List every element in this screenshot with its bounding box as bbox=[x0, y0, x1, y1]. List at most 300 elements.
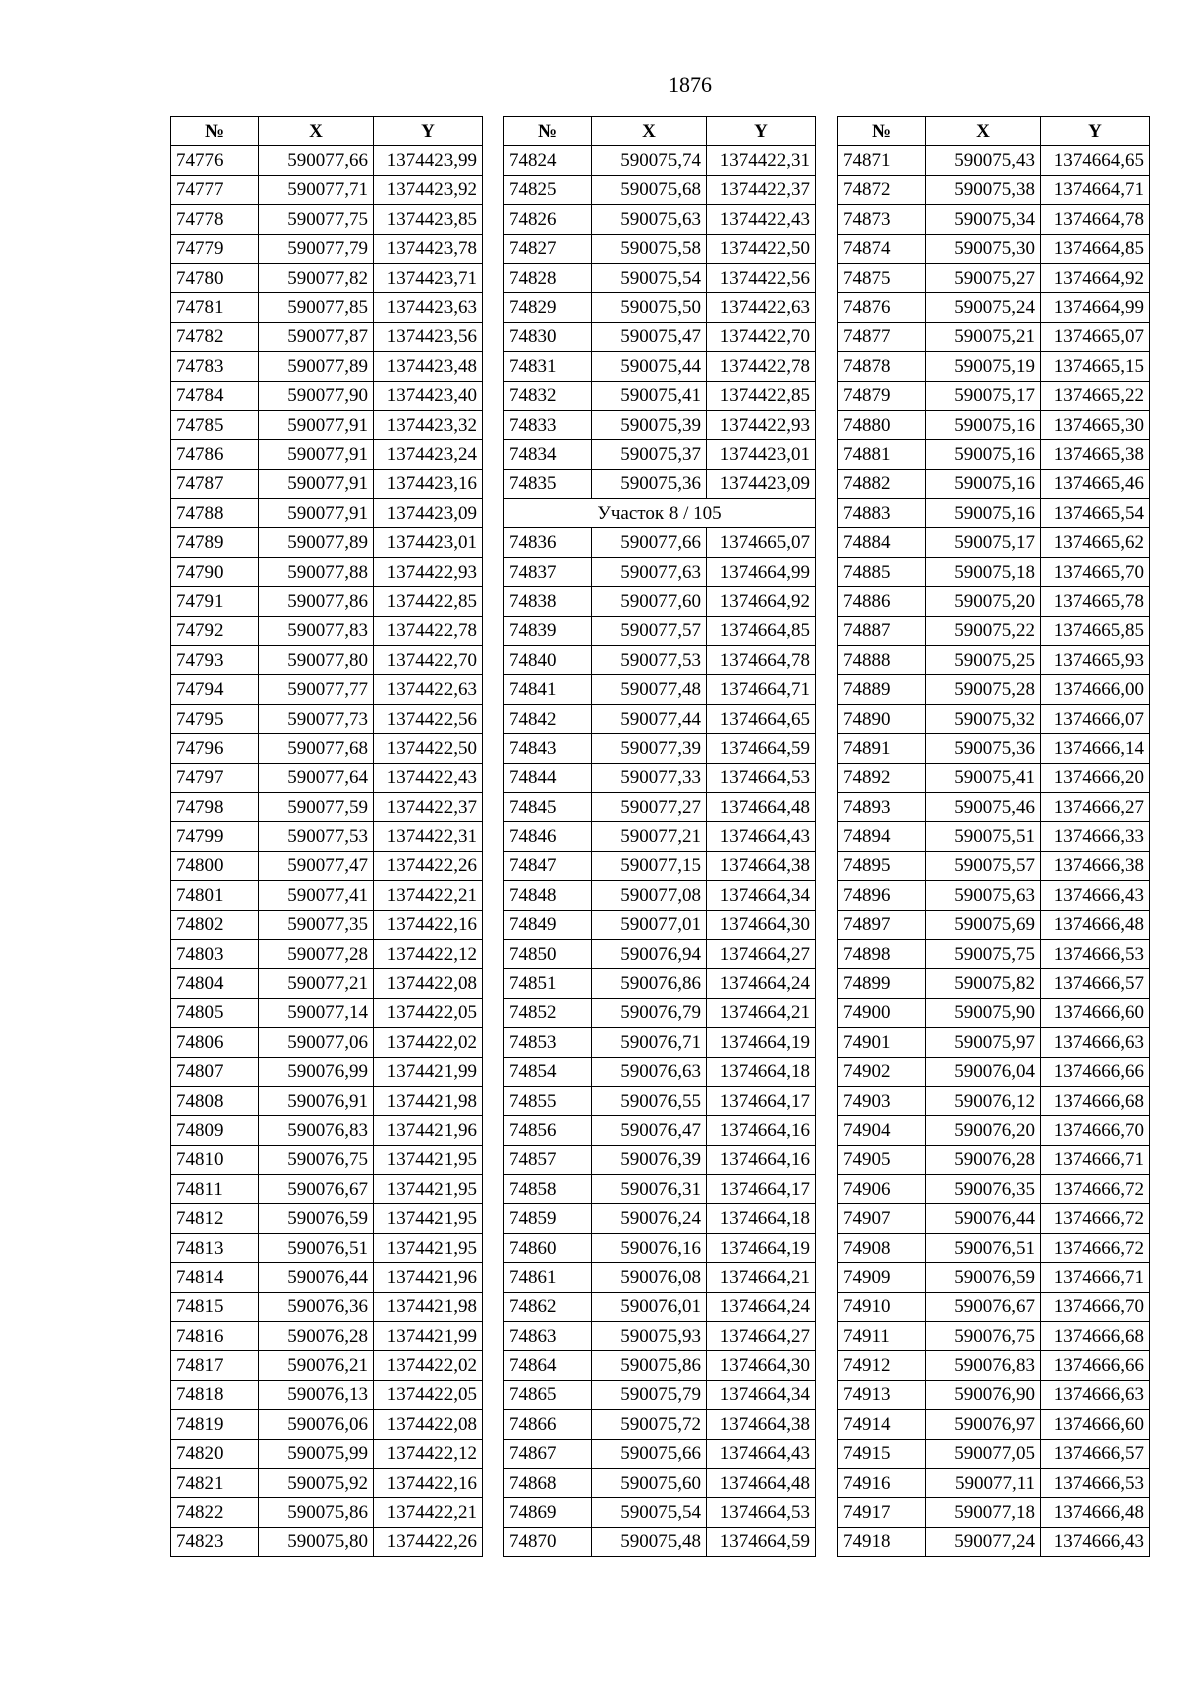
table-row bbox=[838, 1527, 1150, 1556]
x-coordinate-cell: 590075,17 bbox=[926, 528, 1041, 557]
table-row bbox=[838, 851, 1150, 880]
y-coordinate-cell: 1374422,21 bbox=[374, 1498, 483, 1527]
table-row bbox=[171, 1145, 483, 1174]
x-coordinate-cell: 590077,48 bbox=[592, 675, 707, 704]
y-coordinate-cell: 1374422,43 bbox=[374, 763, 483, 792]
y-coordinate-cell: 1374422,50 bbox=[374, 734, 483, 763]
table-row bbox=[504, 322, 816, 351]
x-coordinate-cell: 590075,54 bbox=[592, 1498, 707, 1527]
table-row bbox=[171, 381, 483, 410]
y-coordinate-cell: 1374666,63 bbox=[1041, 1380, 1150, 1409]
y-coordinate-cell: 1374423,09 bbox=[374, 499, 483, 528]
x-coordinate-cell: 590075,46 bbox=[926, 792, 1041, 821]
y-coordinate-cell: 1374665,78 bbox=[1041, 587, 1150, 616]
point-number-cell: 74813 bbox=[171, 1233, 259, 1262]
x-coordinate-cell: 590077,06 bbox=[259, 1028, 374, 1057]
table-row bbox=[504, 528, 816, 557]
y-coordinate-cell: 1374664,99 bbox=[1041, 293, 1150, 322]
point-number-cell: 74851 bbox=[504, 969, 592, 998]
table-row bbox=[838, 1351, 1150, 1380]
table-row bbox=[504, 557, 816, 586]
table-row bbox=[838, 910, 1150, 939]
table-row bbox=[504, 969, 816, 998]
x-coordinate-cell: 590076,35 bbox=[926, 1175, 1041, 1204]
y-coordinate-cell: 1374666,43 bbox=[1041, 1527, 1150, 1556]
point-number-cell: 74856 bbox=[504, 1116, 592, 1145]
y-coordinate-cell: 1374421,98 bbox=[374, 1086, 483, 1115]
x-coordinate-cell: 590075,54 bbox=[592, 263, 707, 292]
table-row bbox=[838, 939, 1150, 968]
x-coordinate-cell: 590075,36 bbox=[926, 734, 1041, 763]
coordinates-table-1 bbox=[170, 116, 483, 1557]
x-coordinate-cell: 590075,93 bbox=[592, 1322, 707, 1351]
x-coordinate-cell: 590075,18 bbox=[926, 557, 1041, 586]
table-row bbox=[171, 1322, 483, 1351]
table-row bbox=[504, 1233, 816, 1262]
coordinates-table-2 bbox=[503, 116, 816, 1557]
point-number-cell: 74830 bbox=[504, 322, 592, 351]
y-coordinate-cell: 1374423,85 bbox=[374, 205, 483, 234]
x-coordinate-cell: 590077,88 bbox=[259, 557, 374, 586]
point-number-cell: 74826 bbox=[504, 205, 592, 234]
x-coordinate-cell: 590077,60 bbox=[592, 587, 707, 616]
table-row bbox=[838, 1498, 1150, 1527]
y-coordinate-cell: 1374664,78 bbox=[1041, 205, 1150, 234]
table-row bbox=[504, 1116, 816, 1145]
point-number-cell: 74825 bbox=[504, 175, 592, 204]
x-coordinate-cell: 590075,43 bbox=[926, 146, 1041, 175]
table-row bbox=[504, 646, 816, 675]
point-number-cell: 74864 bbox=[504, 1351, 592, 1380]
table-row bbox=[838, 587, 1150, 616]
point-number-cell: 74803 bbox=[171, 939, 259, 968]
table-row bbox=[504, 734, 816, 763]
table-row bbox=[838, 557, 1150, 586]
table-row bbox=[838, 1439, 1150, 1468]
table-row bbox=[838, 440, 1150, 469]
table-row bbox=[838, 1086, 1150, 1115]
point-number-cell: 74835 bbox=[504, 469, 592, 498]
point-number-cell: 74820 bbox=[171, 1439, 259, 1468]
y-coordinate-cell: 1374664,30 bbox=[707, 1351, 816, 1380]
y-coordinate-cell: 1374665,38 bbox=[1041, 440, 1150, 469]
table-row bbox=[171, 704, 483, 733]
y-coordinate-cell: 1374664,99 bbox=[707, 557, 816, 586]
y-coordinate-cell: 1374666,20 bbox=[1041, 763, 1150, 792]
point-number-cell: 74798 bbox=[171, 792, 259, 821]
point-number-cell: 74814 bbox=[171, 1263, 259, 1292]
x-coordinate-cell: 590077,53 bbox=[259, 822, 374, 851]
x-coordinate-cell: 590077,89 bbox=[259, 528, 374, 557]
y-coordinate-cell: 1374665,07 bbox=[707, 528, 816, 557]
y-coordinate-cell: 1374422,85 bbox=[707, 381, 816, 410]
table-row bbox=[838, 410, 1150, 439]
x-coordinate-cell: 590075,90 bbox=[926, 998, 1041, 1027]
x-coordinate-cell: 590075,51 bbox=[926, 822, 1041, 851]
table-row bbox=[504, 1380, 816, 1409]
x-coordinate-cell: 590077,86 bbox=[259, 587, 374, 616]
x-coordinate-cell: 590075,48 bbox=[592, 1527, 707, 1556]
x-coordinate-cell: 590076,71 bbox=[592, 1028, 707, 1057]
point-number-cell: 74842 bbox=[504, 704, 592, 733]
x-coordinate-cell: 590077,79 bbox=[259, 234, 374, 263]
x-coordinate-cell: 590076,08 bbox=[592, 1263, 707, 1292]
column-header-number: № bbox=[838, 117, 926, 146]
table-row bbox=[838, 969, 1150, 998]
point-number-cell: 74827 bbox=[504, 234, 592, 263]
y-coordinate-cell: 1374421,95 bbox=[374, 1204, 483, 1233]
y-coordinate-cell: 1374666,27 bbox=[1041, 792, 1150, 821]
x-coordinate-cell: 590075,22 bbox=[926, 616, 1041, 645]
point-number-cell: 74862 bbox=[504, 1292, 592, 1321]
table-row bbox=[504, 910, 816, 939]
point-number-cell: 74841 bbox=[504, 675, 592, 704]
point-number-cell: 74837 bbox=[504, 557, 592, 586]
point-number-cell: 74910 bbox=[838, 1292, 926, 1321]
x-coordinate-cell: 590075,41 bbox=[592, 381, 707, 410]
table-row bbox=[504, 1351, 816, 1380]
table-row bbox=[171, 881, 483, 910]
table-row bbox=[504, 205, 816, 234]
y-coordinate-cell: 1374666,72 bbox=[1041, 1204, 1150, 1233]
point-number-cell: 74893 bbox=[838, 792, 926, 821]
y-coordinate-cell: 1374665,22 bbox=[1041, 381, 1150, 410]
x-coordinate-cell: 590077,21 bbox=[592, 822, 707, 851]
x-coordinate-cell: 590076,16 bbox=[592, 1233, 707, 1262]
point-number-cell: 74858 bbox=[504, 1175, 592, 1204]
x-coordinate-cell: 590077,24 bbox=[926, 1527, 1041, 1556]
point-number-cell: 74849 bbox=[504, 910, 592, 939]
y-coordinate-cell: 1374422,31 bbox=[707, 146, 816, 175]
y-coordinate-cell: 1374664,85 bbox=[707, 616, 816, 645]
x-coordinate-cell: 590075,30 bbox=[926, 234, 1041, 263]
table-row bbox=[171, 1498, 483, 1527]
section-row bbox=[504, 499, 816, 528]
point-number-cell: 74857 bbox=[504, 1145, 592, 1174]
y-coordinate-cell: 1374666,43 bbox=[1041, 881, 1150, 910]
y-coordinate-cell: 1374664,21 bbox=[707, 1263, 816, 1292]
y-coordinate-cell: 1374664,43 bbox=[707, 822, 816, 851]
point-number-cell: 74901 bbox=[838, 1028, 926, 1057]
point-number-cell: 74812 bbox=[171, 1204, 259, 1233]
y-coordinate-cell: 1374664,30 bbox=[707, 910, 816, 939]
x-coordinate-cell: 590076,94 bbox=[592, 939, 707, 968]
table-row bbox=[838, 146, 1150, 175]
table-row bbox=[504, 616, 816, 645]
y-coordinate-cell: 1374422,12 bbox=[374, 939, 483, 968]
table-row bbox=[171, 1263, 483, 1292]
x-coordinate-cell: 590075,99 bbox=[259, 1439, 374, 1468]
y-coordinate-cell: 1374422,78 bbox=[707, 352, 816, 381]
point-number-cell: 74844 bbox=[504, 763, 592, 792]
table-row bbox=[171, 1410, 483, 1439]
point-number-cell: 74900 bbox=[838, 998, 926, 1027]
table-row bbox=[838, 763, 1150, 792]
y-coordinate-cell: 1374665,54 bbox=[1041, 499, 1150, 528]
y-coordinate-cell: 1374422,31 bbox=[374, 822, 483, 851]
y-coordinate-cell: 1374422,50 bbox=[707, 234, 816, 263]
point-number-cell: 74834 bbox=[504, 440, 592, 469]
x-coordinate-cell: 590077,85 bbox=[259, 293, 374, 322]
x-coordinate-cell: 590076,97 bbox=[926, 1410, 1041, 1439]
point-number-cell: 74863 bbox=[504, 1322, 592, 1351]
y-coordinate-cell: 1374423,24 bbox=[374, 440, 483, 469]
table-row bbox=[838, 704, 1150, 733]
y-coordinate-cell: 1374421,95 bbox=[374, 1145, 483, 1174]
point-number-cell: 74808 bbox=[171, 1086, 259, 1115]
y-coordinate-cell: 1374423,92 bbox=[374, 175, 483, 204]
y-coordinate-cell: 1374664,27 bbox=[707, 1322, 816, 1351]
table-row bbox=[504, 1527, 816, 1556]
y-coordinate-cell: 1374664,24 bbox=[707, 969, 816, 998]
x-coordinate-cell: 590077,90 bbox=[259, 381, 374, 410]
table-row bbox=[838, 293, 1150, 322]
table-row bbox=[504, 293, 816, 322]
table-row bbox=[838, 734, 1150, 763]
point-number-cell: 74866 bbox=[504, 1410, 592, 1439]
x-coordinate-cell: 590075,75 bbox=[926, 939, 1041, 968]
y-coordinate-cell: 1374422,02 bbox=[374, 1351, 483, 1380]
y-coordinate-cell: 1374664,17 bbox=[707, 1086, 816, 1115]
y-coordinate-cell: 1374422,08 bbox=[374, 969, 483, 998]
table-row bbox=[838, 234, 1150, 263]
point-number-cell: 74802 bbox=[171, 910, 259, 939]
table-row bbox=[838, 1468, 1150, 1497]
y-coordinate-cell: 1374666,33 bbox=[1041, 822, 1150, 851]
table-row bbox=[171, 293, 483, 322]
y-coordinate-cell: 1374664,59 bbox=[707, 734, 816, 763]
point-number-cell: 74846 bbox=[504, 822, 592, 851]
x-coordinate-cell: 590075,36 bbox=[592, 469, 707, 498]
y-coordinate-cell: 1374664,34 bbox=[707, 881, 816, 910]
table-row bbox=[838, 469, 1150, 498]
point-number-cell: 74906 bbox=[838, 1175, 926, 1204]
x-coordinate-cell: 590075,63 bbox=[592, 205, 707, 234]
point-number-cell: 74828 bbox=[504, 263, 592, 292]
table-row bbox=[504, 1410, 816, 1439]
y-coordinate-cell: 1374423,09 bbox=[707, 469, 816, 498]
point-number-cell: 74895 bbox=[838, 851, 926, 880]
x-coordinate-cell: 590077,91 bbox=[259, 469, 374, 498]
point-number-cell: 74853 bbox=[504, 1028, 592, 1057]
x-coordinate-cell: 590077,87 bbox=[259, 322, 374, 351]
point-number-cell: 74890 bbox=[838, 704, 926, 733]
y-coordinate-cell: 1374423,40 bbox=[374, 381, 483, 410]
table-row bbox=[171, 205, 483, 234]
point-number-cell: 74787 bbox=[171, 469, 259, 498]
x-coordinate-cell: 590076,75 bbox=[259, 1145, 374, 1174]
x-coordinate-cell: 590075,19 bbox=[926, 352, 1041, 381]
table-row bbox=[838, 881, 1150, 910]
y-coordinate-cell: 1374664,19 bbox=[707, 1233, 816, 1262]
point-number-cell: 74790 bbox=[171, 557, 259, 586]
table-row bbox=[838, 1410, 1150, 1439]
x-coordinate-cell: 590076,12 bbox=[926, 1086, 1041, 1115]
point-number-cell: 74783 bbox=[171, 352, 259, 381]
y-coordinate-cell: 1374422,08 bbox=[374, 1410, 483, 1439]
point-number-cell: 74881 bbox=[838, 440, 926, 469]
y-coordinate-cell: 1374666,57 bbox=[1041, 1439, 1150, 1468]
table-row bbox=[171, 1057, 483, 1086]
table-row bbox=[171, 1292, 483, 1321]
point-number-cell: 74852 bbox=[504, 998, 592, 1027]
y-coordinate-cell: 1374664,16 bbox=[707, 1145, 816, 1174]
x-coordinate-cell: 590075,38 bbox=[926, 175, 1041, 204]
x-coordinate-cell: 590076,04 bbox=[926, 1057, 1041, 1086]
point-number-cell: 74807 bbox=[171, 1057, 259, 1086]
table-row bbox=[171, 1380, 483, 1409]
point-number-cell: 74799 bbox=[171, 822, 259, 851]
y-coordinate-cell: 1374423,48 bbox=[374, 352, 483, 381]
y-coordinate-cell: 1374422,63 bbox=[374, 675, 483, 704]
point-number-cell: 74868 bbox=[504, 1468, 592, 1497]
point-number-cell: 74840 bbox=[504, 646, 592, 675]
y-coordinate-cell: 1374666,60 bbox=[1041, 1410, 1150, 1439]
point-number-cell: 74870 bbox=[504, 1527, 592, 1556]
y-coordinate-cell: 1374666,71 bbox=[1041, 1145, 1150, 1174]
point-number-cell: 74874 bbox=[838, 234, 926, 263]
x-coordinate-cell: 590075,16 bbox=[926, 410, 1041, 439]
point-number-cell: 74889 bbox=[838, 675, 926, 704]
point-number-cell: 74821 bbox=[171, 1468, 259, 1497]
table-row bbox=[171, 1233, 483, 1262]
point-number-cell: 74839 bbox=[504, 616, 592, 645]
point-number-cell: 74805 bbox=[171, 998, 259, 1027]
x-coordinate-cell: 590077,83 bbox=[259, 616, 374, 645]
point-number-cell: 74815 bbox=[171, 1292, 259, 1321]
x-coordinate-cell: 590077,91 bbox=[259, 440, 374, 469]
table-row bbox=[838, 1204, 1150, 1233]
y-coordinate-cell: 1374664,85 bbox=[1041, 234, 1150, 263]
x-coordinate-cell: 590075,41 bbox=[926, 763, 1041, 792]
x-coordinate-cell: 590077,59 bbox=[259, 792, 374, 821]
y-coordinate-cell: 1374666,48 bbox=[1041, 910, 1150, 939]
y-coordinate-cell: 1374421,95 bbox=[374, 1175, 483, 1204]
x-coordinate-cell: 590076,59 bbox=[926, 1263, 1041, 1292]
x-coordinate-cell: 590076,51 bbox=[259, 1233, 374, 1262]
x-coordinate-cell: 590076,28 bbox=[259, 1322, 374, 1351]
x-coordinate-cell: 590075,47 bbox=[592, 322, 707, 351]
page-number: 1876 bbox=[668, 72, 712, 97]
y-coordinate-cell: 1374423,01 bbox=[707, 440, 816, 469]
point-number-cell: 74888 bbox=[838, 646, 926, 675]
table-row bbox=[171, 234, 483, 263]
point-number-cell: 74795 bbox=[171, 704, 259, 733]
x-coordinate-cell: 590075,86 bbox=[259, 1498, 374, 1527]
y-coordinate-cell: 1374422,37 bbox=[374, 792, 483, 821]
column-header-x: X bbox=[259, 117, 374, 146]
x-coordinate-cell: 590077,73 bbox=[259, 704, 374, 733]
point-number-cell: 74781 bbox=[171, 293, 259, 322]
table-row bbox=[171, 675, 483, 704]
table-row bbox=[171, 763, 483, 792]
table-row bbox=[838, 352, 1150, 381]
point-number-cell: 74891 bbox=[838, 734, 926, 763]
table-row bbox=[171, 1351, 483, 1380]
point-number-cell: 74836 bbox=[504, 528, 592, 557]
table-row bbox=[171, 528, 483, 557]
point-number-cell: 74854 bbox=[504, 1057, 592, 1086]
y-coordinate-cell: 1374421,96 bbox=[374, 1263, 483, 1292]
x-coordinate-cell: 590075,66 bbox=[592, 1439, 707, 1468]
table-row bbox=[838, 792, 1150, 821]
x-coordinate-cell: 590077,91 bbox=[259, 499, 374, 528]
table-row bbox=[504, 263, 816, 292]
y-coordinate-cell: 1374665,30 bbox=[1041, 410, 1150, 439]
y-coordinate-cell: 1374422,56 bbox=[707, 263, 816, 292]
y-coordinate-cell: 1374664,48 bbox=[707, 1468, 816, 1497]
y-coordinate-cell: 1374422,56 bbox=[374, 704, 483, 733]
y-coordinate-cell: 1374666,72 bbox=[1041, 1175, 1150, 1204]
table-row bbox=[504, 146, 816, 175]
x-coordinate-cell: 590075,57 bbox=[926, 851, 1041, 880]
point-number-cell: 74879 bbox=[838, 381, 926, 410]
column-header-x: X bbox=[592, 117, 707, 146]
y-coordinate-cell: 1374665,85 bbox=[1041, 616, 1150, 645]
y-coordinate-cell: 1374666,07 bbox=[1041, 704, 1150, 733]
x-coordinate-cell: 590075,28 bbox=[926, 675, 1041, 704]
table-row bbox=[504, 1468, 816, 1497]
table-row bbox=[838, 381, 1150, 410]
y-coordinate-cell: 1374423,32 bbox=[374, 410, 483, 439]
y-coordinate-cell: 1374666,68 bbox=[1041, 1086, 1150, 1115]
x-coordinate-cell: 590077,27 bbox=[592, 792, 707, 821]
point-number-cell: 74865 bbox=[504, 1380, 592, 1409]
table-row bbox=[171, 734, 483, 763]
point-number-cell: 74806 bbox=[171, 1028, 259, 1057]
point-number-cell: 74819 bbox=[171, 1410, 259, 1439]
x-coordinate-cell: 590075,25 bbox=[926, 646, 1041, 675]
table-row bbox=[171, 469, 483, 498]
point-number-cell: 74786 bbox=[171, 440, 259, 469]
table-row bbox=[171, 557, 483, 586]
point-number-cell: 74843 bbox=[504, 734, 592, 763]
point-number-cell: 74810 bbox=[171, 1145, 259, 1174]
point-number-cell: 74811 bbox=[171, 1175, 259, 1204]
table-row bbox=[838, 499, 1150, 528]
point-number-cell: 74782 bbox=[171, 322, 259, 351]
x-coordinate-cell: 590077,44 bbox=[592, 704, 707, 733]
y-coordinate-cell: 1374422,70 bbox=[707, 322, 816, 351]
point-number-cell: 74793 bbox=[171, 646, 259, 675]
column-header-y: Y bbox=[707, 117, 816, 146]
x-coordinate-cell: 590075,92 bbox=[259, 1468, 374, 1497]
point-number-cell: 74873 bbox=[838, 205, 926, 234]
table-row bbox=[838, 263, 1150, 292]
x-coordinate-cell: 590077,66 bbox=[259, 146, 374, 175]
point-number-cell: 74824 bbox=[504, 146, 592, 175]
table-row bbox=[504, 410, 816, 439]
table-row bbox=[171, 998, 483, 1027]
y-coordinate-cell: 1374422,16 bbox=[374, 1468, 483, 1497]
column-header-number: № bbox=[504, 117, 592, 146]
table-row bbox=[171, 939, 483, 968]
y-coordinate-cell: 1374422,43 bbox=[707, 205, 816, 234]
table-row bbox=[171, 1439, 483, 1468]
x-coordinate-cell: 590076,51 bbox=[926, 1233, 1041, 1262]
table-row bbox=[838, 1175, 1150, 1204]
point-number-cell: 74845 bbox=[504, 792, 592, 821]
y-coordinate-cell: 1374665,07 bbox=[1041, 322, 1150, 351]
x-coordinate-cell: 590077,75 bbox=[259, 205, 374, 234]
point-number-cell: 74876 bbox=[838, 293, 926, 322]
x-coordinate-cell: 590076,28 bbox=[926, 1145, 1041, 1174]
table-row bbox=[838, 322, 1150, 351]
table-row bbox=[838, 1292, 1150, 1321]
x-coordinate-cell: 590076,21 bbox=[259, 1351, 374, 1380]
y-coordinate-cell: 1374664,71 bbox=[1041, 175, 1150, 204]
point-number-cell: 74882 bbox=[838, 469, 926, 498]
